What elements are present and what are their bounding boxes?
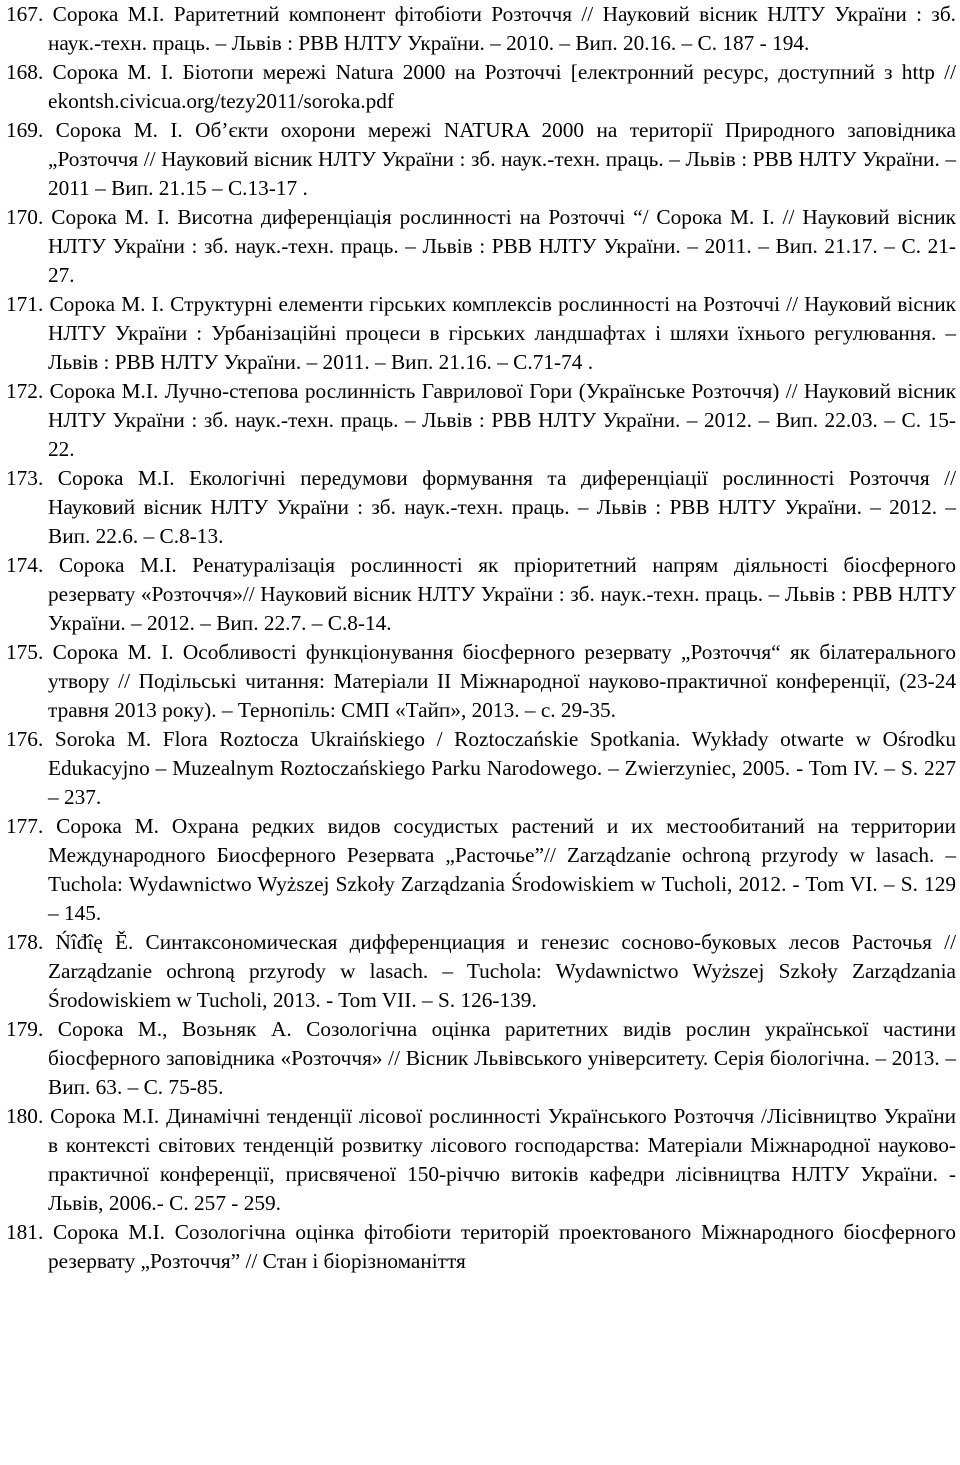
reference-item	[6, 464, 956, 551]
reference-number: 178.	[6, 930, 44, 954]
reference-number: 169.	[6, 118, 44, 142]
reference-number: 171.	[6, 292, 44, 316]
reference-text: Сорока М.І. Лучно-степова рослинність Гаврилової Гори (Українське Розточчя) // Науковий вісник НЛТУ України : зб. наук.-техн. праць. – Львів : РВВ НЛТУ України. – 2012. – Вип. 22.03. – С. 15-22.	[48, 379, 956, 461]
reference-text: Сорока М. І. Висотна диференціація рослинності на Розточчі “/ Сорока М. І. // Науковий вісник НЛТУ України : зб. наук.-техн. праць. – Львів : РВВ НЛТУ України. – 2011. – Вип. 21.17. – С. 21- 27.	[48, 205, 956, 287]
reference-number: 179.	[6, 1017, 44, 1041]
reference-text: Сорока М.І. Созологічна оцінка фітобіоти територій проектованого Міжнародного біосферного резервату „Розточчя” // Стан і біорізноманіття	[48, 1220, 956, 1273]
reference-item	[6, 203, 956, 290]
reference-text: Ńîđîę Ě. Синтаксономическая дифференциация и генезис сосново-буковых лесов Расточья // Zarządzanie ochroną przyrody w lasach. – Tuchola: Wydawnictwo Wyższej Szkoły Zarządzania Środowiskiem w Tucholi, 2013. - Tom VII. – S. 126-139.	[48, 930, 956, 1012]
reference-item	[6, 116, 956, 203]
reference-text: Сорока М., Возьняк А. Созологічна оцінка раритетних видів рослин української частини біосферного заповідника «Розточчя» // Вісник Львівського університету. Серія біологічна. – 2013. – Вип. 63. – С. 75-85.	[48, 1017, 956, 1099]
reference-item	[6, 551, 956, 638]
reference-item	[6, 58, 956, 116]
reference-item	[6, 812, 956, 928]
reference-text: Сорока М.І. Раритетний компонент фітобіоти Розточчя // Науковий вісник НЛТУ України : зб. наук.-техн. праць. – Львів : РВВ НЛТУ України. – 2010. – Вип. 20.16. – С. 187 - 194.	[48, 2, 957, 55]
reference-text: Сорока М. І. Біотопи мережі Natura 2000 на Розточчі [електронний ресурс, доступний з http // ekontsh.civicua.org/tezy2011/soroka.pdf	[48, 60, 956, 113]
reference-item	[6, 638, 956, 725]
reference-number: 180.	[6, 1104, 44, 1128]
reference-text: Сорока М. Охрана редких видов сосудистых растений и их местообитаний на территории Международного Биосферного Резервата „Расточье”// Zarządzanie ochroną przyrody w lasach. – Tuchola: Wydawnictwo Wyższej Szkoły Zarządzania Środowiskiem w Tucholi, 2012. - Tom VI. – S. 129 – 145.	[48, 814, 956, 925]
reference-text: Сорока М.І. Екологічні передумови формування та диференціації рослинності Розточчя // Науковий вісник НЛТУ України : зб. наук.-техн. праць. – Львів : РВВ НЛТУ України. – 2012. – Вип. 22.6. – С.8-13.	[48, 466, 956, 548]
reference-text: Сорока М. І. Структурні елементи гірських комплексів рослинності на Розточчі // Науковий вісник НЛТУ України : Урбанізаційні процеси в гірських ландшафтах і шляхи їхнього регулювання. – Львів : РВВ НЛТУ України. – 2011. – Вип. 21.16. – С.71-74 .	[48, 292, 956, 374]
reference-number: 168.	[6, 60, 44, 84]
reference-text: Сорока М. І. Об’єкти охорони мережі NATURA 2000 на території Природного заповідника „Розточчя // Науковий вісник НЛТУ України : зб. наук.-техн. праць. – Львів : РВВ НЛТУ України. – 2011 – Вип. 21.15 – С.13-17 .	[48, 118, 956, 200]
reference-item	[6, 377, 956, 464]
reference-item	[6, 725, 956, 812]
reference-item	[6, 1218, 956, 1276]
reference-number: 173.	[6, 466, 44, 490]
reference-number: 172.	[6, 379, 44, 403]
reference-item	[6, 928, 956, 1015]
reference-number: 167.	[6, 2, 44, 26]
reference-list	[6, 0, 956, 1276]
reference-text: Сорока М.І. Ренатуралізація рослинності як пріоритетний напрям діяльності біосферного резервату «Розточчя»// Науковий вісник НЛТУ України : зб. наук.-техн. праць. – Львів : РВВ НЛТУ України. – 2012. – Вип. 22.7. – С.8-14.	[48, 553, 956, 635]
reference-number: 181.	[6, 1220, 44, 1244]
reference-item	[6, 1102, 956, 1218]
reference-number: 177.	[6, 814, 44, 838]
reference-text: Soroka M. Flora Roztocza Ukraińskiego / Roztoczańskie Spotkania. Wykłady otwarte w Ośrodku Edukacyjno – Muzealnym Roztoczańskiego Parku Narodowego. – Zwierzyniec, 2005. - Tom IV. – S. 227 – 237.	[48, 727, 956, 809]
reference-item	[6, 1015, 956, 1102]
reference-item	[6, 0, 956, 58]
reference-number: 176.	[6, 727, 44, 751]
reference-text: Сорока М. І. Особливості функціонування біосферного резервату „Розточчя“ як білатерального утвору // Подільські читання: Матеріали ІІ Міжнародної науково-практичної конференції, (23-24 травня 2013 року). – Тернопіль: СМП «Тайп», 2013. – с. 29-35.	[48, 640, 956, 722]
reference-number: 170.	[6, 205, 44, 229]
reference-item	[6, 290, 956, 377]
reference-number: 174.	[6, 553, 44, 577]
reference-text: Сорока М.І. Динамічні тенденції лісової рослинності Українського Розточчя /Лісівництво України в контексті світових тенденцій розвитку лісового господарства: Матеріали Міжнародної науково-практичної конференції, присвяченої 150-річчю витоків кафедри лісівництва НЛТУ України. - Львів, 2006.- С. 257 - 259.	[48, 1104, 957, 1215]
reference-number: 175.	[6, 640, 44, 664]
